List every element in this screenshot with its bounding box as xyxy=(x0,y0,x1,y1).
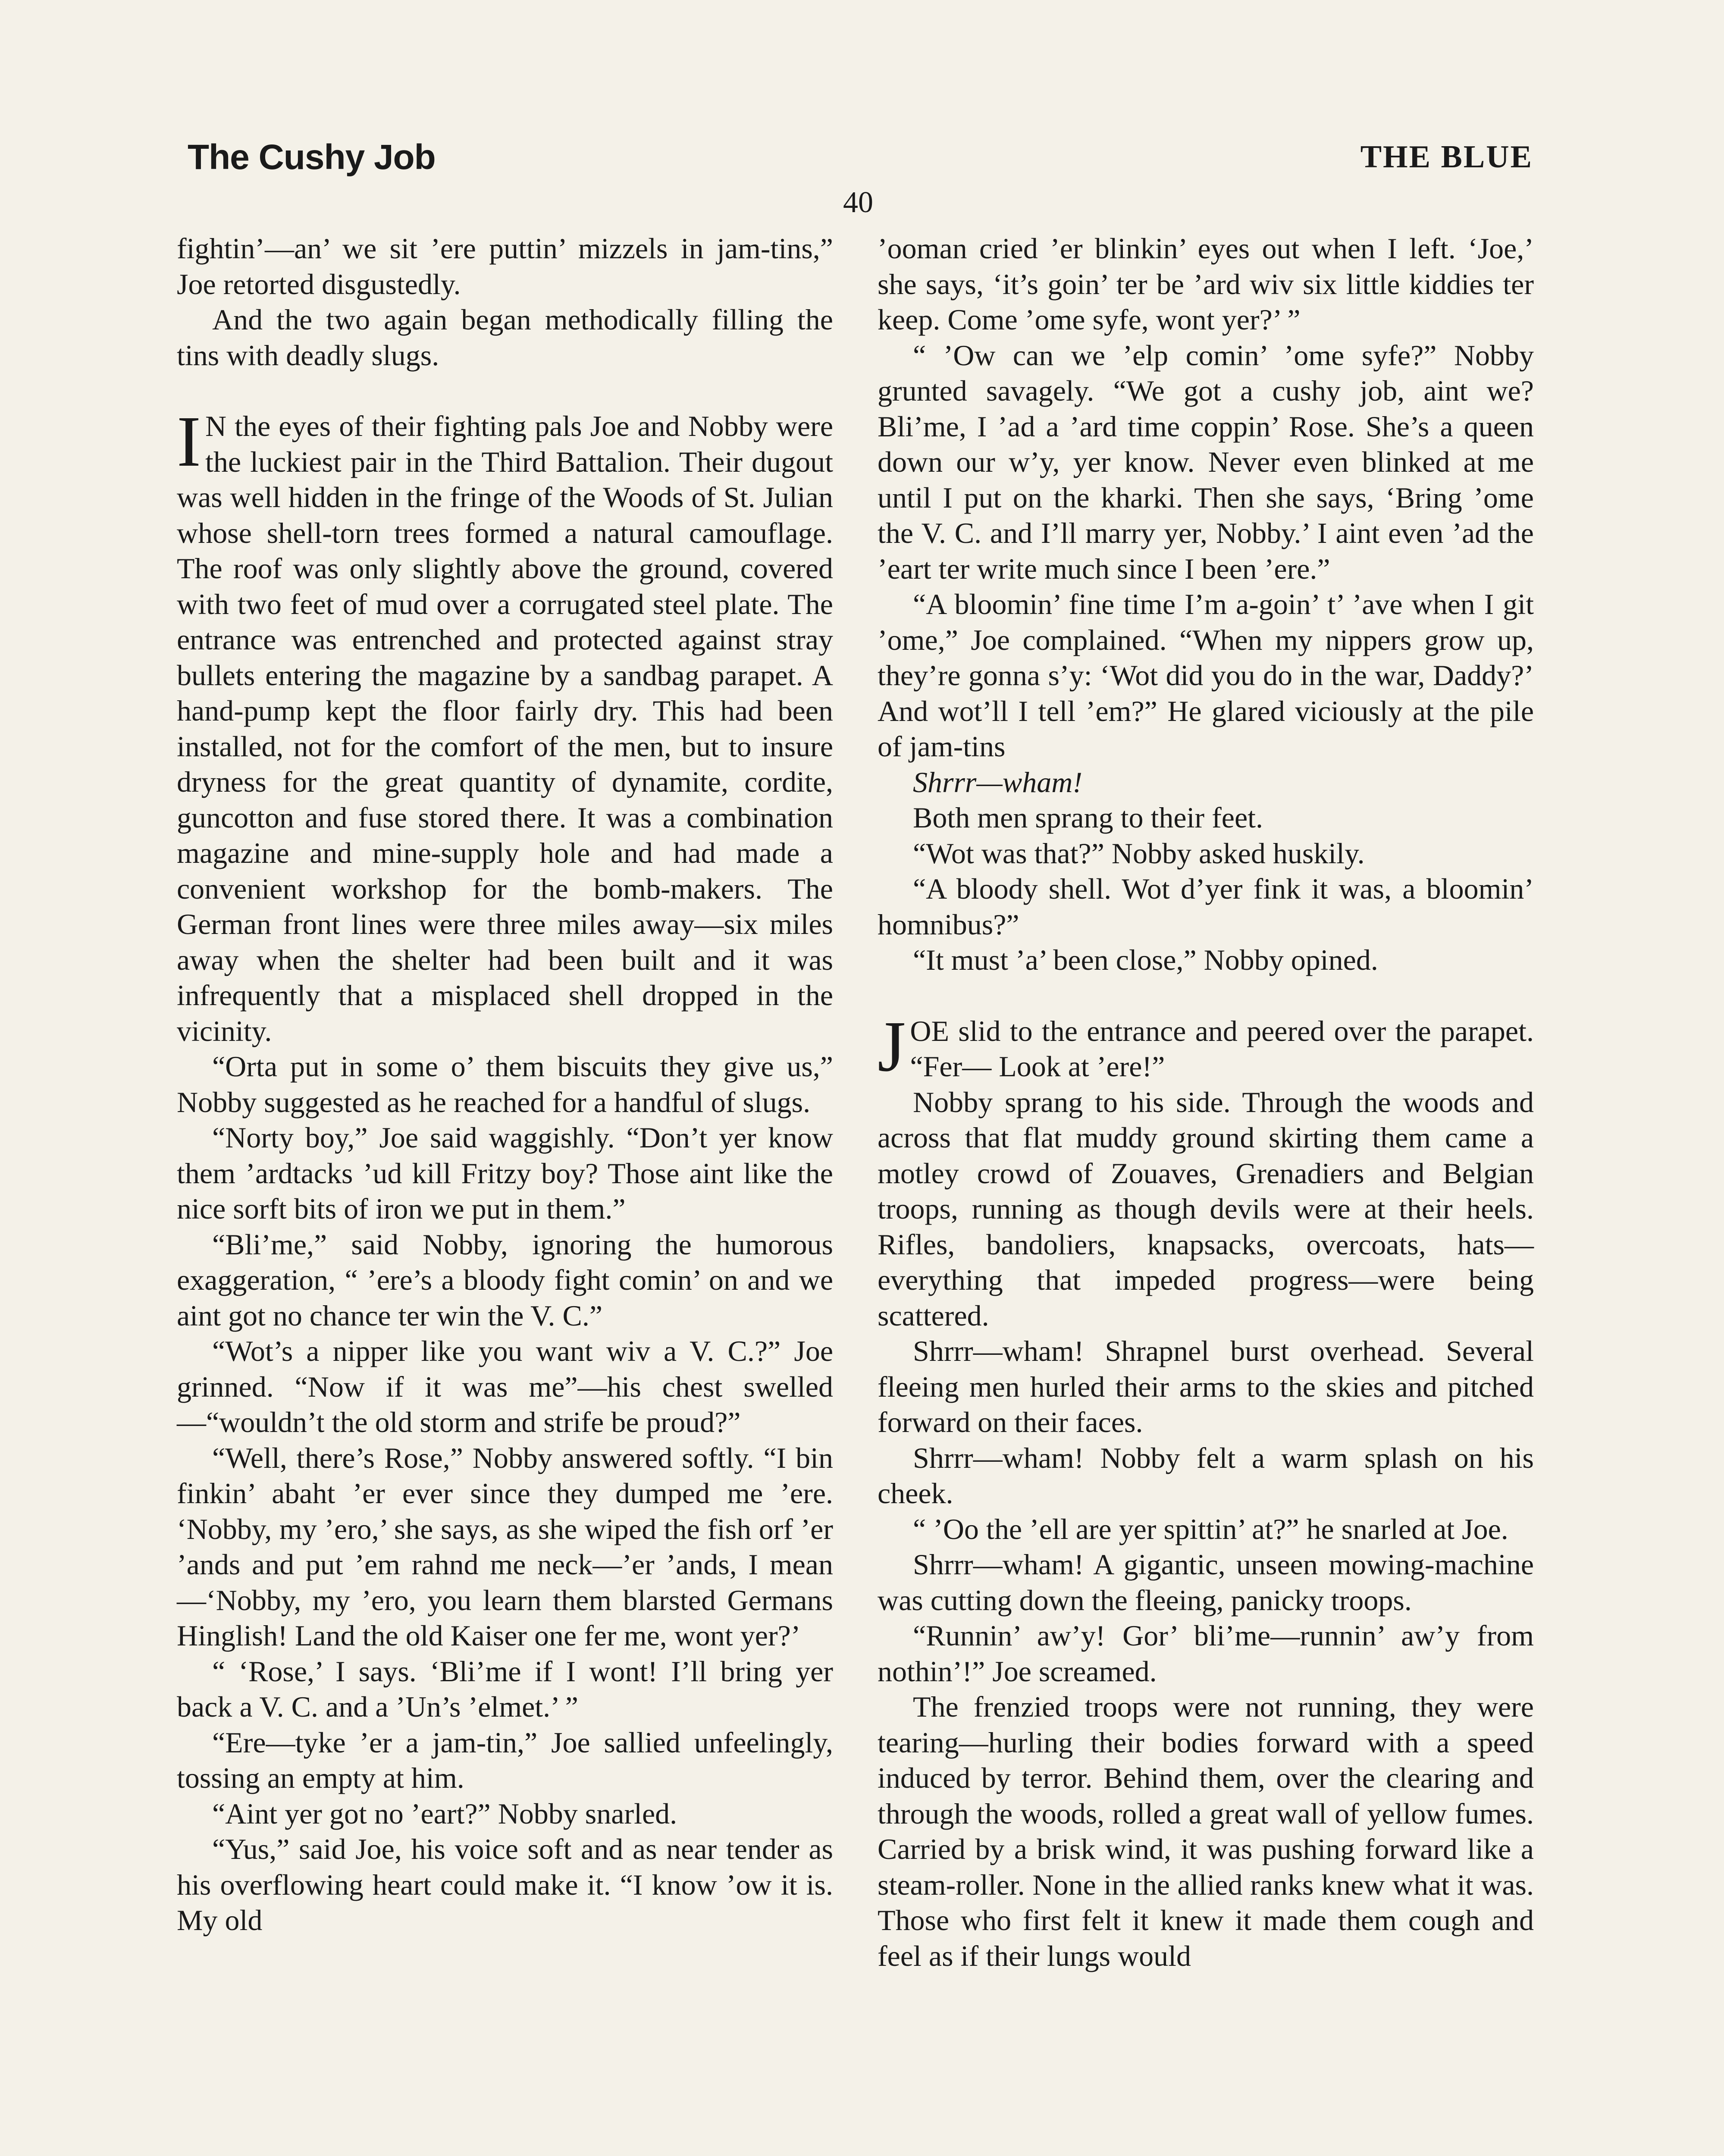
paragraph: “A bloomin’ fine time I’m a-goin’ t’ ’ave when I git ’ome,” Joe complained. “When my nippers grow up, they’re gonna s’y: ‘Wot did you do in the war, Daddy?’ And wot’ll I tell ’em?” He glared viciously at the pile of jam-tins xyxy=(878,588,1534,763)
paragraph: “Aint yer got no ’eart?” Nobby snarled. xyxy=(212,1797,677,1830)
paragraph: Shrrr—wham! Shrapnel burst overhead. Several fleeing men hurled their arms to the skies and pitched forward on their faces. xyxy=(878,1335,1534,1438)
paragraph: Nobby sprang to his side. Through the woods and across that flat muddy ground skirting them came a motley crowd of Zouaves, Grenadiers and Belgian troops, running as though devils were at their heels. Rifles, bandoliers, knapsacks, overcoats, hats—everything that impeded progress—were being scattered. xyxy=(878,1085,1534,1332)
paragraph: Shrrr—wham! A gigantic, unseen mowing-machine was cutting down the fleeing, panicky troops. xyxy=(878,1548,1534,1617)
drop-cap: J xyxy=(878,1006,906,1087)
story-title: The Cushy Job xyxy=(188,138,436,177)
sound-effect: Shrrr—wham! xyxy=(913,765,1082,799)
paragraph: “A bloody shell. Wot d’yer fink it was, a bloomin’ homnibus?” xyxy=(878,872,1534,941)
paragraph: “Runnin’ aw’y! Gor’ bli’me—runnin’ aw’y from nothin’!” Joe screamed. xyxy=(878,1619,1534,1688)
paragraph: The frenzied troops were not running, they were tearing—hurling their bodies forward with a speed induced by terror. Behind them, over the clearing and through the woods, rolled a great wall of yellow fumes. Carried by a brisk wind, it was pushing forward like a steam-roller. None in the allied ranks knew what it was. Those who first felt it knew it made them cough and feel as if their lungs would xyxy=(878,1690,1534,1972)
paragraph: “Norty boy,” Joe said waggishly. “Don’t yer know them ’ardtacks ’ud kill Fritzy boy? Those aint like the nice sorft bits of iron we put in them.” xyxy=(177,1121,833,1225)
section-paragraph xyxy=(177,401,833,1049)
paragraph: ’ooman cried ’er blinkin’ eyes out when I left. ‘Joe,’ she says, ‘it’s goin’ ter be ’ard wiv six little kiddies ter keep. Come ’ome syfe, wont yer?’ ” xyxy=(878,232,1534,336)
paragraph: “ ’Oo the ’ell are yer spittin’ at?” he snarled at Joe. xyxy=(913,1512,1508,1545)
paragraph: Shrrr—wham! Nobby felt a warm splash on his cheek. xyxy=(878,1441,1534,1510)
paragraph: “Ere—tyke ’er a jam-tin,” Joe sallied unfeelingly, tossing an empty at him. xyxy=(177,1726,833,1794)
paragraph-text: N the eyes of their fighting pals Joe and Nobby were the luckiest pair in the Third Battalion. Their dugout was well hidden in the fringe of the Woods of St. Julian whose shell-torn trees formed a natural camouflage. The roof was only slightly above the ground, covered with two feet of mud over a corrugated steel plate. The entrance was entrenched and protected against stray bullets entering the magazine by a sandbag parapet. A hand-pump kept the floor fairly dry. This had been installed, not for the comfort of the men, but to insure dryness for the great quantity of dynamite, cordite, guncotton and fuse stored there. It was a combination magazine and mine-supply hole and had made a convenient workshop for the bomb-makers. The German front lines were three miles away—six miles away when the shelter had been built and it was infrequently that a misplaced shell dropped in the vicinity. xyxy=(177,410,833,1047)
paragraph: “It must ’a’ been close,” Nobby opined. xyxy=(913,943,1378,976)
paragraph: “Bli’me,” said Nobby, ignoring the humorous exaggeration, “ ’ere’s a bloody fight comin’ on and we aint got no chance ter win the V. C.” xyxy=(177,1228,833,1332)
paragraph: “ ‘Rose,’ I says. ‘Bli’me if I wont! I’ll bring yer back a V. C. and a ’Un’s ’elmet.’ ” xyxy=(177,1655,833,1723)
paragraph: “Yus,” said Joe, his voice soft and as near tender as his overflowing heart could make it. “I know ’ow it is. My old xyxy=(177,1833,833,1937)
paragraph: “Well, there’s Rose,” Nobby answered softly. “I bin finkin’ abaht ’er ever since they dumped me ’ere. ‘Nobby, my ’ero,’ she says, as she wiped the fish orf ’er ’ands and put ’em rahnd me neck—’er ’ands, I mean—‘Nobby, my ’ero, you learn them blarsted Germans Hinglish! Land the old Kaiser one fer me, wont yer?’ xyxy=(177,1441,833,1652)
paragraph: “Wot was that?” Nobby asked huskily. xyxy=(913,837,1365,870)
paragraph: “ ’Ow can we ’elp comin’ ’ome syfe?” Nobby grunted savagely. “We got a cushy job, aint we? Bli’me, I ’ad a ’ard time coppin’ Rose. She’s a queen down our w’y, yer know. Never even blinked at me until I put on the kharki. Then she says, ‘Bring ’ome the V. C. and I’ll marry yer, Nobby.’ I aint even ’ad the ’eart ter write much since I been ’ere.” xyxy=(878,338,1534,585)
right-column xyxy=(878,231,1534,1974)
magazine-title: THE BLUE xyxy=(1360,139,1533,175)
page-number: 40 xyxy=(843,186,873,219)
paragraph-text: OE slid to the entrance and peered over the parapet. “Fer— Look at ’ere!” xyxy=(910,1014,1534,1083)
section-paragraph xyxy=(878,1006,1534,1087)
drop-cap: I xyxy=(177,401,201,482)
paragraph: “Wot’s a nipper like you want wiv a V. C.?” Joe grinned. “Now if it was me”—his chest swelled—“wouldn’t the old storm and strife be proud?” xyxy=(177,1335,833,1438)
left-column xyxy=(177,231,833,1938)
paragraph: And the two again began methodically filling the tins with deadly slugs. xyxy=(177,303,833,372)
paragraph: Both men sprang to their feet. xyxy=(913,801,1263,834)
paragraph: “Orta put in some o’ them biscuits they give us,” Nobby suggested as he reached for a handful of slugs. xyxy=(177,1050,833,1119)
paragraph: fightin’—an’ we sit ’ere puttin’ mizzels in jam-tins,” Joe retorted disgustedly. xyxy=(177,232,833,301)
